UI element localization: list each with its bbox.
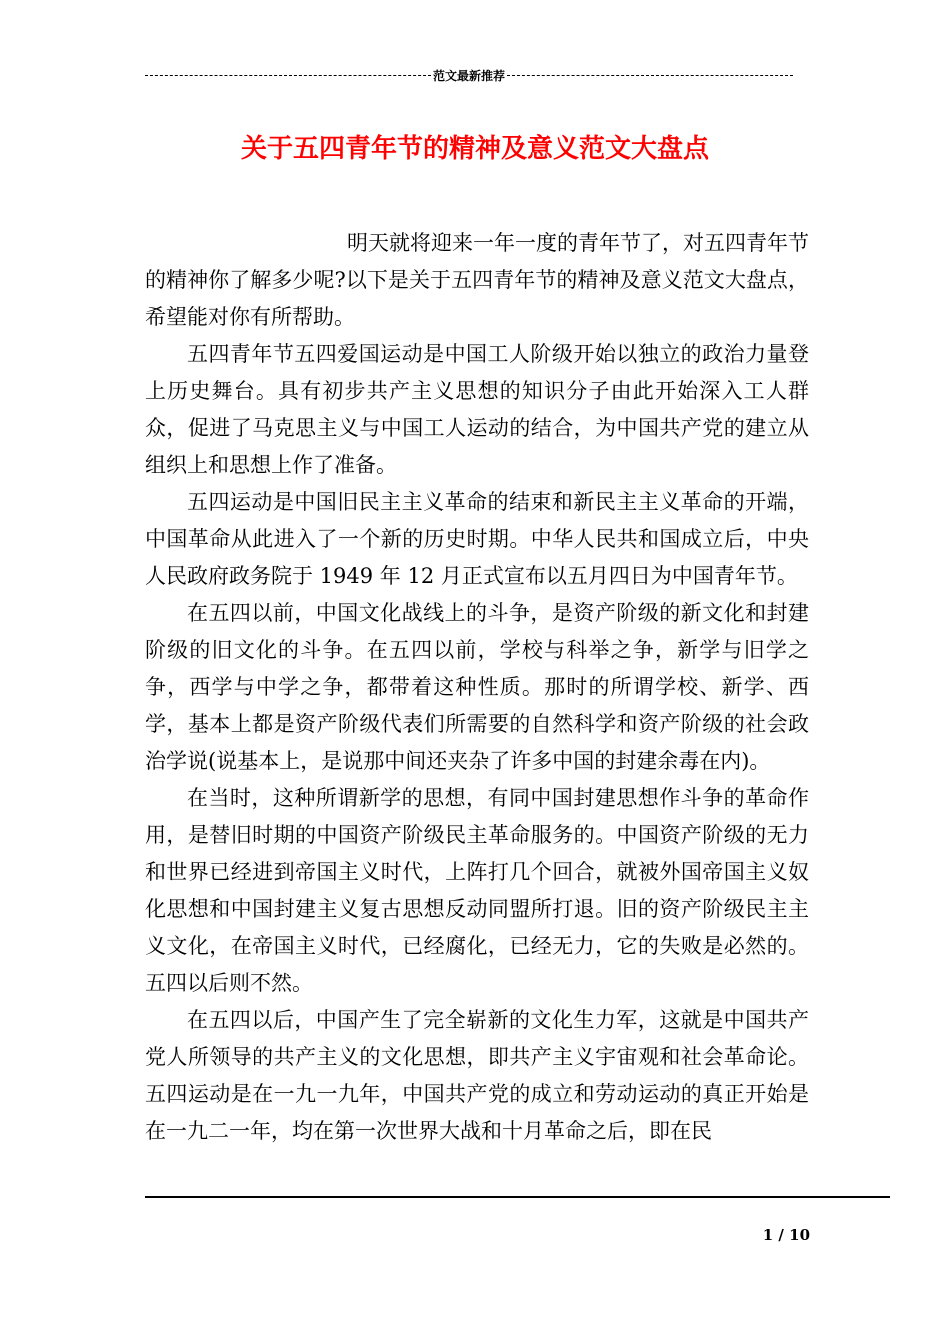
document-body bbox=[145, 225, 809, 1150]
paragraph: 在当时，这种所谓新学的思想，有同中国封建思想作斗争的革命作用，是替旧时期的中国资产阶级民主革命服务的。中国资产阶级的无力和世界已经进到帝国主义时代，上阵打几个回合，就被外国帝国主义奴化思想和中国封建主义复古思想反动同盟所打退。旧的资产阶级民主主义文化，在帝国主义时代，已经腐化，已经无力，它的失败是必然的。五四以后则不然。 bbox=[145, 786, 809, 995]
paragraph: 在五四以后，中国产生了完全崭新的文化生力军，这就是中国共产党人所领导的共产主义的文化思想，即共产主义宇宙观和社会革命论。五四运动是在一九一九年，中国共产党的成立和劳动运动的真正开始是在一九二一年，均在第一次世界大战和十月革命之后，即在民 bbox=[145, 1008, 809, 1143]
header-dash-right bbox=[507, 75, 793, 76]
page-number: 1 / 10 bbox=[762, 1226, 810, 1244]
paragraph-intro: 明天就将迎来一年一度的青年节了，对五四青年节的精神你了解多少呢?以下是关于五四青年节的精神及意义范文大盘点，希望能对你有所帮助。 bbox=[145, 231, 809, 329]
paragraph: 五四青年节五四爱国运动是中国工人阶级开始以独立的政治力量登上历史舞台。具有初步共产主义思想的知识分子由此开始深入工人群众，促进了马克思主义与中国工人运动的结合，为中国共产党的建立从组织上和思想上作了准备。 bbox=[145, 342, 809, 477]
header-dash-left bbox=[145, 75, 431, 76]
footer-divider bbox=[145, 1196, 890, 1198]
document-title: 关于五四青年节的精神及意义范文大盘点 bbox=[240, 134, 709, 164]
header-label: 范文最新推荐 bbox=[433, 68, 506, 83]
page-header bbox=[145, 64, 793, 86]
paragraph: 在五四以前，中国文化战线上的斗争，是资产阶级的新文化和封建阶级的旧文化的斗争。在五四以前，学校与科举之争，新学与旧学之争，西学与中学之争，都带着这种性质。那时的所谓学校、新学、西学，基本上都是资产阶级代表们所需要的自然科学和资产阶级的社会政治学说(说基本上，是说那中间还夹杂了许多中国的封建余毒在内)。 bbox=[145, 601, 809, 773]
paragraph: 五四运动是中国旧民主主义革命的结束和新民主主义革命的开端，中国革命从此进入了一个新的历史时期。中华人民共和国成立后，中央人民政府政务院于 1949 年 12 月正式宣布以五月四日为中国青年节。 bbox=[145, 490, 809, 588]
